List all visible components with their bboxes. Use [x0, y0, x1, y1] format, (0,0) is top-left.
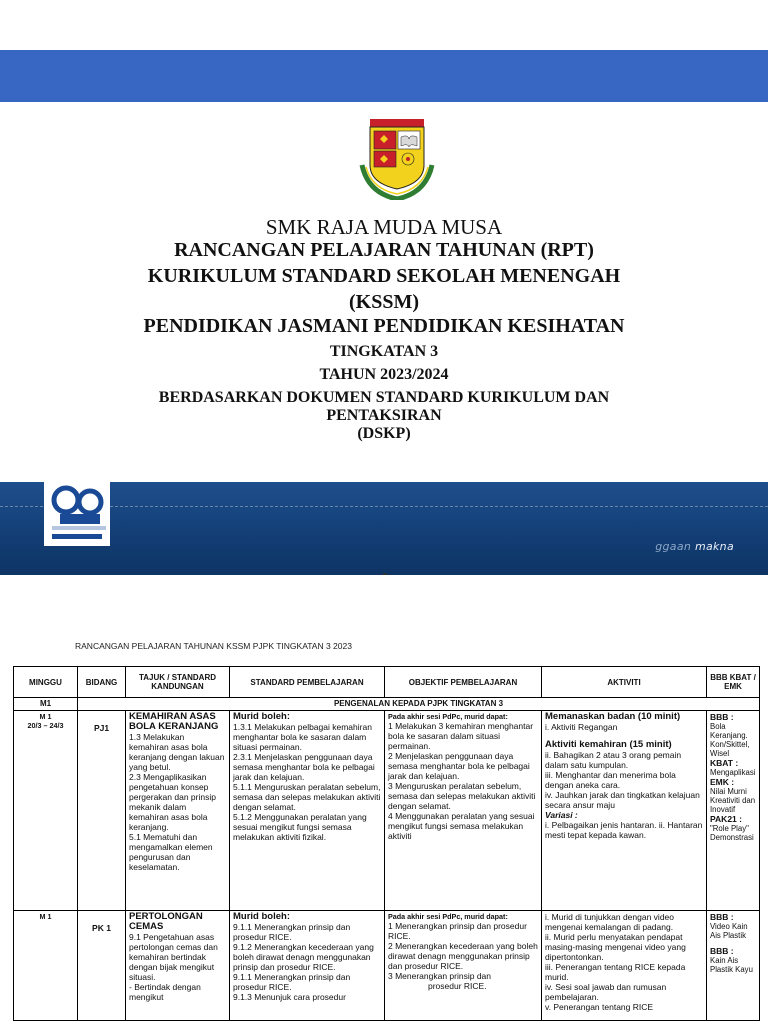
- header-objektif: OBJEKTIF PEMBELAJARAN: [385, 667, 542, 698]
- academic-year: TAHUN 2023/2024: [319, 366, 449, 383]
- dskp-reference: [0, 389, 768, 443]
- kssm-title: (KSSM): [349, 291, 419, 313]
- header-bidang: BIDANG: [78, 667, 126, 698]
- intro-title: PENGENALAN KEPADA PJPK TINGKATAN 3: [78, 698, 760, 711]
- row1-aktiviti: Memanaskan badan (10 minit) i. Aktiviti Regangan Aktiviti kemahiran (15 minit) ii. Bahagikan 2 atau 3 orang pemain dalam satu kumpulan. iii. Menghantar dan menerima bola dengan aneka cara. iv. Jauhkan jarak dan tingkatkan kelajuan secara ansur maju Variasi : i. Pelbagaikan jenis hantaran. ii. Hantaran mesti tepat kepada kawan.: [542, 711, 707, 911]
- top-blank-bar: [0, 0, 768, 50]
- row1-objektif: Pada akhir sesi PdPc, murid dapat: 1 Melakukan 3 kemahiran menghantar bola ke sasaran dalam situasi permainan. 2 Menjelaskan penggunaan daya semasa menghantar bola ke pelbagai jarak dan kelajuan. 3 Menguruskan peralatan sebelum, semasa dan selepas melakukan aktiviti dengan selamat. 4 Menggunakan peralatan yang sesuai mengikut fungsi semasa melakukan aktiviti: [385, 711, 542, 911]
- row1-tajuk: KEMAHIRAN ASAS BOLA KERANJANG 1.3 Melakukan kemahiran asas bola keranjang dengan lakuan yang betul. 2.3 Mengaplikasikan pengetahuan konsep pergerakan dan prinsip mekanik dalam kemahiran asas bola keranjang. 5.1 Mematuhi dan mengamalkan elemen pengurusan dan keselamatan.: [126, 711, 230, 911]
- header-standard: STANDARD PEMBELAJARAN: [230, 667, 385, 698]
- row2-aktiviti: i. Murid di tunjukkan dengan video mengenai kemalangan di padang. ii. Murid perlu menyatakan pendapat masing-masing mengenai video yang dipertontonkan. iii. Penerangan tentang RICE kepada murid. iv. Sesi soal jawab dan rumusan pembelajaran. v. Penerangan tentang RICE: [542, 911, 707, 1021]
- intro-minggu: M1: [14, 698, 78, 711]
- table-row: [14, 911, 760, 1021]
- row2-standard: Murid boleh: 9.1.1 Menerangkan prinsip dan prosedur RICE. 9.1.2 Menerangkan kecederaan yang boleh dirawat denagn menggunakan prinsip dan prosedur RICE. 9.1.1 Menerangkan prinsip dan prosedur RICE. 9.1.3 Menunjuk cara prosedur: [230, 911, 385, 1021]
- row2-tajuk: PERTOLONGAN CEMAS 9.1 Pengetahuan asas pertolongan cemas dan kemahiran bertindak dengan bijak mengikut situasi. - Bertindak dengan mengikut: [126, 911, 230, 1021]
- ministry-logo: [44, 480, 110, 546]
- kurikulum-title: KURIKULUM STANDARD SEKOLAH MENENGAH: [147, 265, 621, 287]
- row1-standard: Murid boleh: 1.3.1 Melakukan pelbagai kemahiran menghantar bola ke sasaran dalam situasi permainan. 2.3.1 Menjelaskan penggunaan daya semasa menghantar bola ke pelbagai jarak dan kelajuan. 5.1.1 Menguruskan peralatan sebelum, semasa dan selepas melakukan aktiviti dengan selamat. 5.1.2 Menggunakan peralatan yang sesuai mengikut fungsi semasa melakukan aktiviti fizikal.: [230, 711, 385, 911]
- dskp-line-3: (DSKP): [357, 425, 411, 442]
- row1-bidang: PJ1: [78, 711, 126, 911]
- dskp-line-1: BERDASARKAN DOKUMEN STANDARD KURIKULUM DAN: [158, 389, 610, 406]
- header-blue-bar: [0, 50, 768, 102]
- header-minggu: MINGGU: [14, 667, 78, 698]
- rpt-title: RANCANGAN PELAJARAN TAHUNAN (RPT): [174, 239, 594, 261]
- header-bbb: BBB KBAT / EMK: [707, 667, 760, 698]
- form-level: TINGKATAN 3: [329, 343, 439, 360]
- table-row: [14, 711, 760, 911]
- subject-title: PENDIDIKAN JASMANI PENDIDIKAN KESIHATAN: [143, 315, 625, 337]
- school-crest-logo: [356, 115, 438, 200]
- header-tajuk: TAJUK / STANDARD KANDUNGAN: [126, 667, 230, 698]
- page-marker: [383, 573, 386, 575]
- table-header-row: [14, 667, 760, 698]
- decorative-blue-band: [0, 482, 768, 575]
- band-tagline: ggaan makna: [655, 540, 734, 553]
- school-name: SMK RAJA MUDA MUSA: [265, 215, 503, 239]
- row1-bbb: BBB : Bola Keranjang. Kon/Skittel, Wisel KBAT : Mengaplikasi EMK : Nilai Murni Kreativiti dan Inovatif PAK21 : "Role Play" Demonstrasi: [707, 711, 760, 911]
- row2-minggu: M 1: [14, 911, 78, 1021]
- row2-objektif: Pada akhir sesi PdPc, murid dapat: 1 Menerangkan prinsip dan prosedur RICE. 2 Menerangkan kecederaan yang boleh dirawat denagn menggunakan prinsip dan prosedur RICE. 3 Menerangkan prinsip dan prosedur RICE.: [385, 911, 542, 1021]
- header-aktiviti: AKTIVITI: [542, 667, 707, 698]
- row2-bidang: PK 1: [78, 911, 126, 1021]
- table-row-intro: [14, 698, 760, 711]
- rpt-table: [13, 666, 760, 1021]
- row2-bbb: BBB : Video Kain Ais Plastik BBB : Kain Ais Plastik Kayu: [707, 911, 760, 1021]
- dskp-line-2: PENTAKSIRAN: [326, 407, 442, 424]
- table-caption: RANCANGAN PELAJARAN TAHUNAN KSSM PJPK TINGKATAN 3 2023: [75, 641, 352, 651]
- row1-minggu: M 1 20/3 – 24/3: [14, 711, 78, 911]
